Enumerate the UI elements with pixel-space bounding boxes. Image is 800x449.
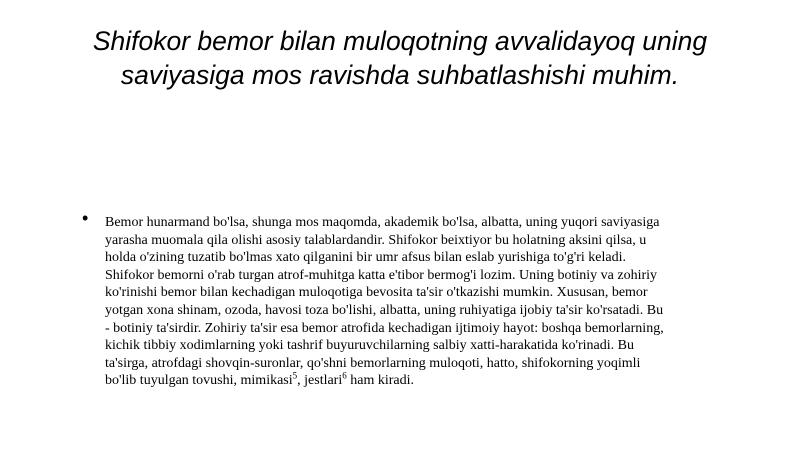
body-text-part-2: , jestlari — [297, 373, 343, 389]
footnote-marker-1: 5 — [292, 370, 298, 381]
body-text-part-1: Bemor hunarmand bo'lsa, shunga mos maqomda, akademik bo'lsa, albatta, uning yuqori saviyasiga yarasha muomala qila olishi asosiy talablardandir. Shifokor beixtiyor bu holatning aksini qilsa, u holda o'zining tuzatib bo'lmas xato qilganini bir umr afsus bilan eslab yurishiga to'g'ri keladi. Shifokor bemorni o'rab turgan atrof-muhitga katta e'tibor bermog'i lozim. Uning botiniy va zohiriy ko'rinishi bemor bilan kechadigan muloqotiga bevosita ta'sir o'tkazishi mumkin. Xususan, bemor yotgan xona shinam, ozoda, havosi toza bo'lishi, albatta, uning ruhiyatiga ijobiy ta'sir ko'rsatadi. Bu - botiniy ta'sirdir. Zohiriy ta'sir esa bemor atrofida kechadigan ijtimoiy hayot: boshqa bemorlarning, kichik tibbiy xodimlarning yoki tashrif buyuruvchilarning salbiy xatti-harakatida ko'rinadi. Bu ta'sirga, atrofdagi shovqin-suronlar, qo'shni bemorlarning muloqoti, hatto, shifokorning yoqimli bo'lib tuyulgan tovushi, mimikasi — [105, 215, 664, 389]
bullet-paragraph — [105, 214, 667, 390]
slide-title: Shifokor bemor bilan muloqotning avvalidayoq uning saviyasiga mos ravishda suhbatlashishi muhim. — [92, 26, 708, 90]
footnote-marker-2: 6 — [342, 370, 347, 381]
bullet-icon: • — [82, 208, 89, 228]
body-text-part-3: ham kiradi. — [346, 373, 415, 389]
